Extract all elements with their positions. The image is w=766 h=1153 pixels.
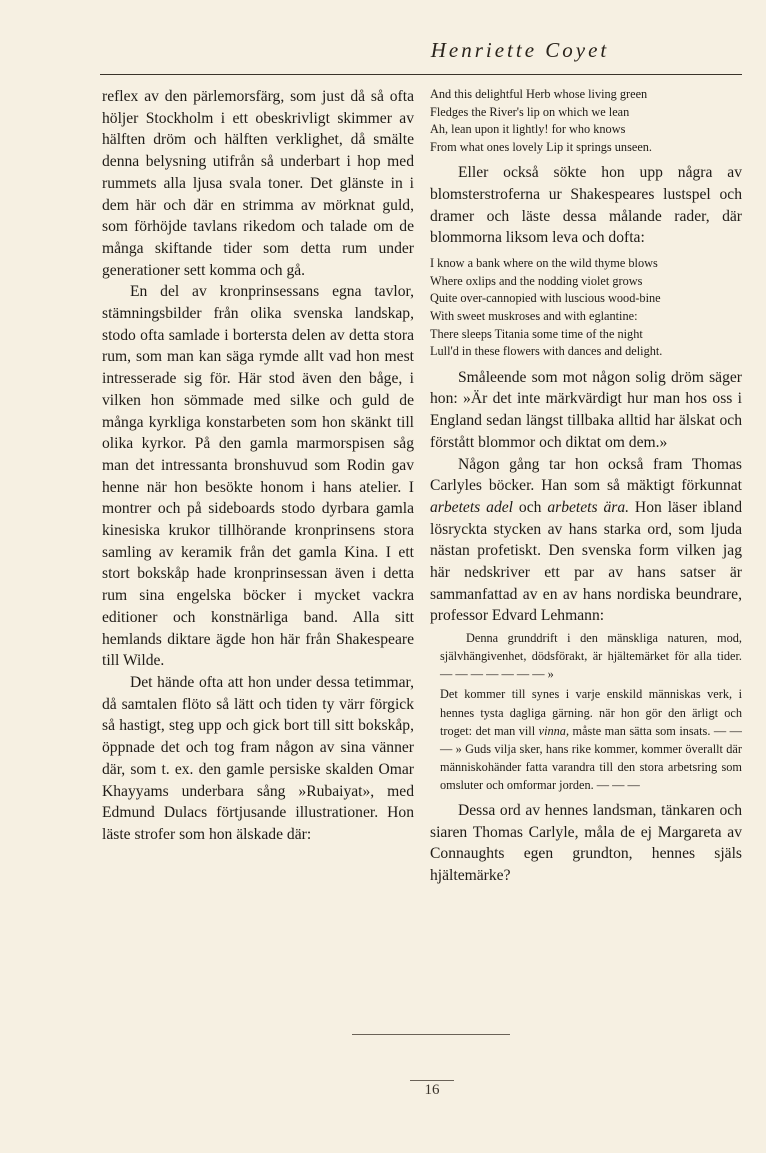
verse-line: With sweet muskroses and with eglantine: [430,308,638,323]
emphasis-vinna: vinna, [538,723,570,738]
right-column [430,86,742,887]
verse-line: Quite over-cannopied with luscious wood-bine [430,291,661,306]
paragraph-tetimmar: Det hände ofta att hon under dessa tetimmar, då samtalen flöto så lätt och tiden ty värr förgick så hastigt, steg upp och gick bort till sitt bokskåp, öppnade det och tog fram någon av sina vänner där, som t. ex. den gamle persiske skalden Omar Khayyams underbara sång »Rubaiyat», med Edmund Dulacs förtjusande illustrationer. Hon läste strofer som hon älskade där: [102,673,414,843]
page-number: 16 [424,1082,440,1098]
running-head: Henriette Coyet [430,38,610,62]
paragraph-carlyle: Någon gång tar hon också fram Thomas Carlyles böcker. Han som så mäktigt förkunnat arbetets adel och arbetets ära. Hon läser ibland lösryckta stycken av hans starka ord, som ljuda nästan profetiskt. Den svenska form vilken jag här nedskriver ett par av hans satser är sammanfattad av en av hans nordiska beundrare, professor Edvard Lehmann: [430,455,743,625]
paragraph-reflex: reflex av den pärlemorsfärg, som just då så ofta höljer Stockholm i ett obeskrivligt skimmer av hälften dröm och hälften verklighet, då smälte denna belysning utifrån så underbart i hop med rummets alla ljusa svala toner. Det glänste in i dem här och där en strimma av mörknat guld, som förhöjde tavlans rikedom och talade om de många skiftande tider som detta rum under generationer sett komma och gå. [102,88,414,279]
paragraph-shakespeare: Eller också sökte hon upp några av blomsterstroferna ur Shakespeares lustspel och dramer och läste dessa målande rader, där blommorna liksom leva och dofta: [430,164,742,247]
quote-varje-enskild: Det kommer till synes i varje enskild människas verk, i hennes tysta dagliga gärning. när hon gör den ärligt och troget: det man vill vinna, måste man sätta som insats. — — — » Guds vilja sker, hans rike kommer, kommer överallt där människohänder fatta varandra till den stora arbetsring som omsluter och omformar jorden. — — — [440,687,742,792]
emphasis-arbetets-ara: arbetets ära. [547,498,630,516]
verse-line: I know a bank where on the wild thyme blows [430,256,658,271]
folio-rule [410,1080,454,1081]
paragraph-kronprinsessans-tavlor: En del av kronprinsessans egna tavlor, stämningsbilder från olika svenska landskap, stodo ofta samlade i bortersta delen av detta stora rum, som man kan säga rymde allt vad hon mest intresserade sig för. Här stod även den båge, i vilken hon sömmade med silke och guld de många kyrkliga konstarbeten som hon skänkt till olika kyrkor. På den gamla marmorspisen såg man det intressanta bronshuvud som Rodin gav henne när hon besökte honom i hans atelier. I montrer och på sideboards stodo dyrbara gamla kinesiska krukor tillhörande kronprinsens stora samling av keramik från det gamla Kina. I ett stort bokskåp hade kronprinsessan även i detta rum sina engelska böcker i mycket vackra editioner och konstnärliga band. Alla sitt hemlands diktare ägde hon här från Shakespeare till Wilde. [102,283,414,670]
verse-line: Fledges the River's lip on which we lean [430,104,630,119]
rubaiyat-verse [430,86,742,156]
paragraph-smaleende: Småleende som mot någon solig dröm säger hon: »Är det inte märkvärdigt hur man hos oss i England sedan längst tillbaka alltid har älskat och förstått blommor och diktat om dem.» [430,368,742,451]
emphasis-arbetets-adel: arbetets adel [430,498,513,516]
left-column [102,86,414,846]
header-rule [100,74,742,75]
verse-line: Where oxlips and the nodding violet grows [430,273,643,288]
closing-rule [352,1034,510,1035]
shakespeare-verse [430,255,742,361]
verse-line: There sleeps Titania some time of the night [430,326,643,341]
verse-line: From what ones lovely Lip it springs unseen. [430,139,653,154]
quote-grunddrift: Denna grunddrift i den mänskliga naturen, mod, självhängivenhet, dödsförakt, är hjältemärket för alla tider. — — — — — — — » [440,631,742,682]
verse-line: Lull'd in these flowers with dances and delight. [430,344,663,359]
paragraph-dessa-ord: Dessa ord av hennes landsman, tänkaren och siaren Thomas Carlyle, måla de ej Margareta av Connaughts egen grundton, hennes själs hjältemärke? [430,802,742,885]
verse-line: And this delightful Herb whose living green [430,87,648,101]
verse-line: Ah, lean upon it lightly! for who knows [430,122,626,137]
